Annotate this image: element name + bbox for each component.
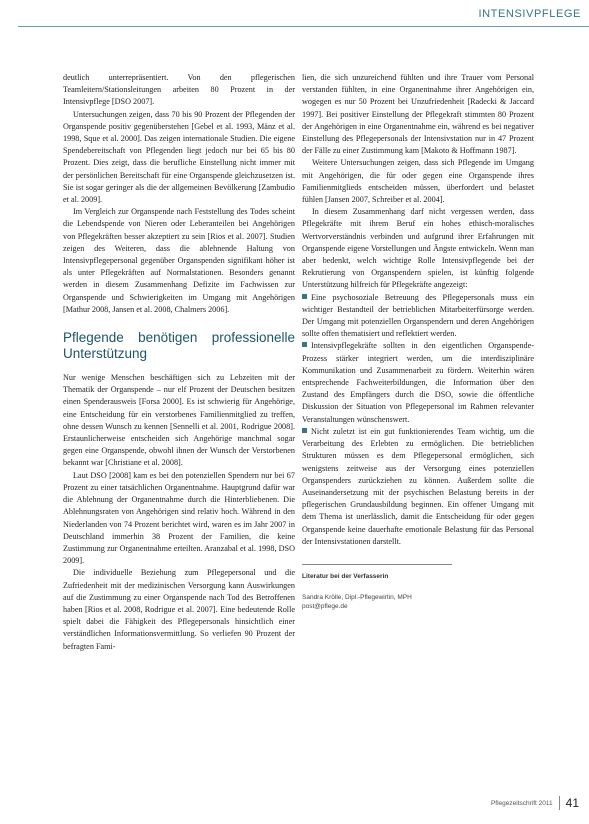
bullet-item	[302, 340, 534, 425]
square-bullet-icon	[302, 342, 307, 347]
bullet-item	[302, 292, 534, 341]
literature-rule	[302, 564, 452, 565]
right-paragraph: In diesem Zusammenhang darf nicht vergessen werden, dass Pflegekräfte mit ihrem Beruf ein hohes ethisch-moralisches Wertvorverständnis verbinden und aufgrund ihrer Erfahrungen mit Organspende eigene Vorstellungen und Ängste entwickeln. Wenn man aber bedenkt, welch wichtige Rolle Intensivpflegende bei der Rekrutierung von Organspendern spielen, ist künftig folgende Unterstützung hilfreich für Pflegekräfte angezeigt:	[302, 207, 534, 290]
left-paragraph: Nur wenige Menschen beschäftigen sich zu Lebzeiten mit der Thematik der Organspende – nur elf Prozent der Deutschen besitzen einen Spenderausweis [Forsa 2000]. Es ist schwierig für Angehörige, eine Entscheidung für ein verstorbenes Familienmitglied zu treffen, ohne dessen Wunsch zu kennen [Sennelli et al. 2001, Rodrigue 2008]. Erstaunlicherweise entscheiden sich Angehörige manchmal sogar gegen eine Organspende, obwohl ihnen der Wunsch der Verstorbenen bekannt war [Christiane et al. 2008].	[63, 373, 295, 468]
section-label: INTENSIVPFLEGE	[478, 8, 581, 20]
bullet-text: Eine psychosoziale Betreuung des Pflegepersonals muss ein wichtiger Bestandteil der betrieblichen Mitarbeiterfürsorge werden. Der Umgang mit potenziellen Organspendern und deren Angehörigen sollte offen thematisiert und reflektiert werden.	[302, 292, 534, 339]
left-paragraph: Im Vergleich zur Organspende nach Feststellung des Todes scheint die Lebendspende von Nieren oder Leberanteilen bei Angehörigen von Pflegekräften besser akzeptiert zu sein [Rios et al. 2007]. Studien zeigen des Weiteren, dass die ablehnende Haltung von Intensivpflegepersonal gegenüber Organspenden signifikant höher ist als unter Pflegekräften auf Normalstationen. Besonders genannt werden in diesem Zusammenhang Defizite im Fachwissen zur Organspende und Schwierigkeiten im Umgang mit Angehörigen [Mathur 2008, Jansen et al. 2008, Chalmers 2006].	[63, 207, 295, 314]
author-name: Sandra Krölle, Dipl.-Pflegewirtin, MPH	[302, 594, 412, 602]
page-number: 41	[565, 796, 579, 810]
left-paragraph: Untersuchungen zeigen, dass 70 bis 90 Prozent der Pflegenden der Organspende positiv gegenüberstehen [Gebel et al. 1993, Mänz et al. 1998, Sque et al. 2000]. Das zeigen internationale Studien. Die eigene Spendebereitschaft von Pflegenden liegt jedoch nur bei 65 bis 80 Prozent. Dies zeigt, dass die berufliche Einstellung nicht immer mit der persönlichen Bereitschaft für eine Organspende gleichzusetzen ist. Sie ist sogar geringer als die der allgemeinen Bevölkerung [Zambudio et al. 2009].	[63, 109, 295, 205]
bullet-item	[302, 426, 534, 548]
right-column	[302, 72, 534, 611]
left-paragraph: Die individuelle Beziehung zum Pflegepersonal und die Zufriedenheit mit der medizinischen Versorgung kann Auswirkungen auf die Zustimmung zu einer Organspende nach Tod des Betroffenen haben [Rios et al. 2008, Rodrigue et al. 2007]. Eine bedeutende Rolle spielt dabei die Fähigkeit des Pflegepersonals hinsichtlich einer verständlichen Informationsvermittlung. So verliefen 90 Prozent der befragten Fami-	[63, 568, 295, 651]
right-paragraph: lien, die sich unzureichend fühlten und ihre Trauer vom Personal verstanden fühlten, in eine Organentnahme ihrer Angehörigen ein, wogegen es nur 50 Prozent bei Unzufriedenheit [Radecki & Jaccard 1997]. Bei positiver Einstellung der Pflegekraft stimmten 80 Prozent der Angehörigen in eine Organentnahme ein, während es bei negativer Einstellung des Pflegepersonals der Intensivstation nur in 47 Prozent der Fälle zu einer Zustimmung kam [Makoto & Hoffmann 1987].	[302, 73, 534, 156]
right-paragraph: Weitere Untersuchungen zeigen, dass sich Pflegende im Umgang mit Angehörigen, die für oder gegen eine Organspende ihres Familienmitglieds entscheiden müssen, überfordert und belastet fühlen [Jansen 2007, Schreiber et al. 2004].	[302, 158, 534, 205]
left-column	[63, 72, 295, 653]
page-header	[0, 0, 589, 28]
header-rule	[18, 26, 589, 27]
section-heading: Pflegende benötigen professionelle Unterstützung	[63, 330, 295, 362]
journal-name: Pflegezeitschrift 2011	[490, 799, 553, 807]
literature-label: Literatur bei der Verfasserin	[302, 572, 389, 580]
bullet-text: Intensivpflegekräfte sollten in den eigentlichen Organspende-Prozess stärker integriert werden, um die interdisziplinäre Kommunikation und Zusammenarbeit zu fördern. Weiterhin wären entsprechende Fachweiterbildungen, die Information über den Zustand des Empfängers durch die DSO, sowie die öffentliche Diskussion der Situation von Pflegepersonal im Rahmen relevanter Veranstaltungen wünschenswert.	[302, 341, 534, 424]
square-bullet-icon	[302, 294, 307, 299]
author-email: post@pflege.de	[302, 603, 348, 611]
left-paragraph: deutlich unterrepräsentiert. Von den pflegerischen Teamleitern/Stationsleitungen arbeiten 80 Prozent in der Intensivpflege [DSO 2007].	[63, 73, 295, 107]
page-footer	[491, 796, 579, 810]
footer-divider	[559, 796, 560, 810]
bullet-text: Nicht zuletzt ist ein gut funktionierendes Team wichtig, um die Verarbeitung des Erlebten zu ermöglichen. Die betrieblichen Strukturen müssen es dem Pflegepersonal ermöglichen, sich wenigstens zeitweise aus der Versorgung eines potenziellen Organspenders zurückziehen zu können. Außerdem sollte die Auseinandersetzung mit der psychischen Belastung bereits in der pflegerischen Grundausbildung beginnen. Ein offener Umgang mit dem Thema ist unerlässlich, damit die Entscheidung für oder gegen Organspende keine dauerhafte emotionale Belastung für das Personal der Intensivstationen darstellt.	[302, 426, 534, 546]
square-bullet-icon	[302, 428, 307, 433]
left-paragraph: Laut DSO [2008] kam es bei den potenziellen Spendern nur bei 67 Prozent zu einer tatsächlichen Organentnahme. Hauptgrund dafür war die Ablehnung der Organentnahme durch die Hinterbliebenen. Die Ablehnungsraten von Angehörigen sind relativ hoch. Während in den Niederlanden von 74 Prozent berichtet wird, waren es im Jahr 2007 in Deutschland immerhin 38 Prozent der Familien, die keine Zustimmung zur Organentnahme erteilten. Aranzabal et al. 1998, DSO 2009].	[63, 470, 295, 566]
